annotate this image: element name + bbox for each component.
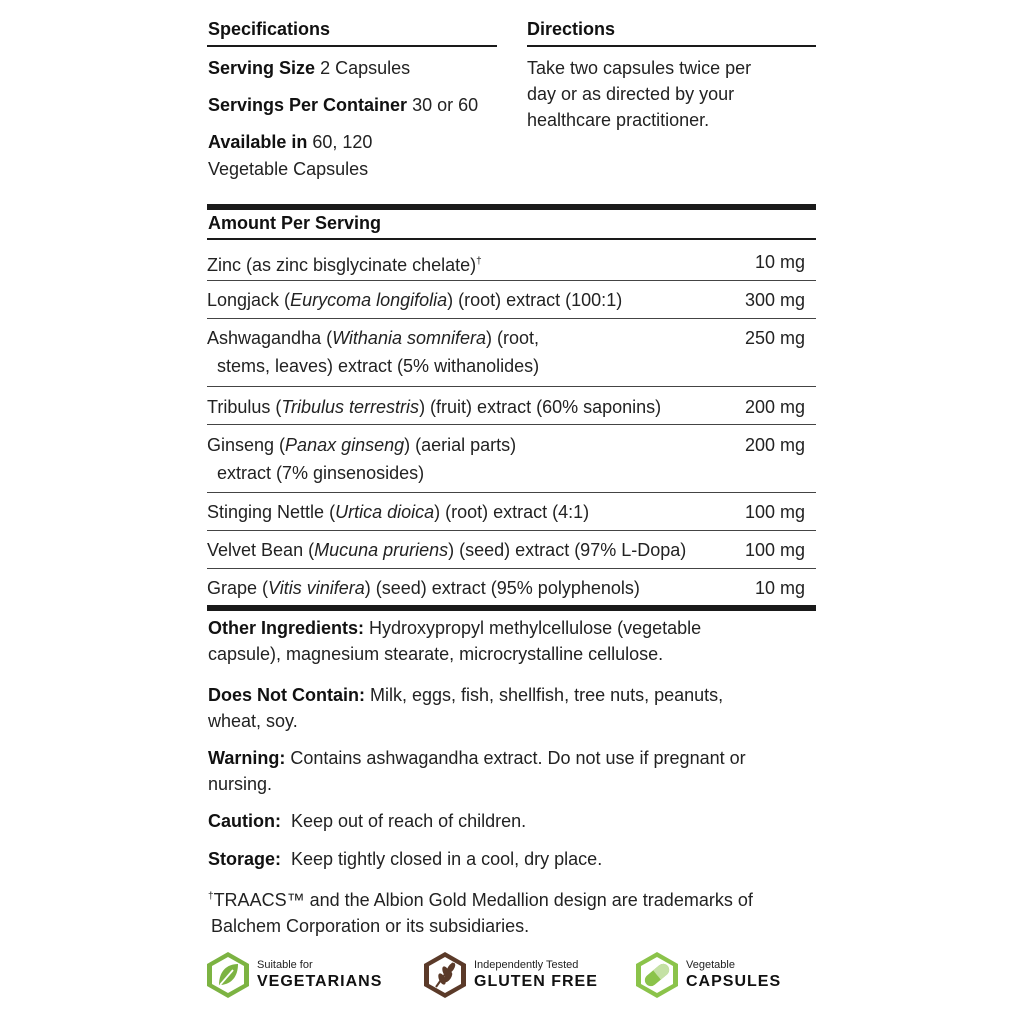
does-not-contain: Does Not Contain: Milk, eggs, fish, shellfish, tree nuts, peanuts, wheat, soy. <box>208 685 724 731</box>
available-label: Available in <box>208 132 308 152</box>
available-in <box>208 129 372 155</box>
table-row <box>207 431 816 487</box>
gluten-free-badge <box>422 951 598 999</box>
table-row <box>207 286 816 314</box>
row-divider <box>207 318 816 319</box>
table-row <box>207 393 816 421</box>
directions-text <box>527 55 751 133</box>
warning: Warning: Contains ashwagandha extract. Do not use if pregnant or nursing. <box>208 748 746 794</box>
row-divider <box>207 386 816 387</box>
serving-size <box>208 55 410 81</box>
ingredient-name-continued: stems, leaves) extract (5% withanolides) <box>217 356 540 376</box>
ingredient-amount: 200 mg <box>744 435 805 455</box>
gluten-free-badge-big: GLUTEN FREE <box>474 973 598 990</box>
table-row <box>207 324 816 380</box>
wheat-hexagon-icon <box>422 951 468 999</box>
ingredient-amount: 300 mg <box>744 290 805 310</box>
directions-heading: Directions <box>527 19 616 39</box>
row-divider <box>207 280 816 281</box>
table-row <box>207 248 816 279</box>
ingredient-name: Ashwagandha (Withania somnifera) (root, <box>207 328 540 348</box>
table-row <box>207 574 816 602</box>
trademark-note: †TRAACS™ and the Albion Gold Medallion design are trademarks of Balchem Corporation or its subsidiaries. <box>208 890 753 936</box>
available-value: 60, 120 <box>312 132 373 152</box>
amount-per-serving-heading: Amount Per Serving <box>208 213 382 233</box>
ingredient-name: Tribulus (Tribulus terrestris) (fruit) extract (60% saponins) <box>207 397 662 417</box>
ingredient-name: Ginseng (Panax ginseng) (aerial parts) <box>207 435 517 455</box>
ingredient-name: Grape (Vitis vinifera) (seed) extract (95% polyphenols) <box>207 578 640 598</box>
directions-line: Take two capsules twice per <box>527 58 752 78</box>
does-not-contain-label: Does Not Contain: <box>208 685 365 705</box>
ingredient-name: Velvet Bean (Mucuna pruriens) (seed) extract (97% L-Dopa) <box>207 540 687 560</box>
directions-rule <box>527 45 816 47</box>
specifications-heading: Specifications <box>208 19 331 39</box>
other-ingredients-label: Other Ingredients: <box>208 618 365 638</box>
row-divider <box>207 424 816 425</box>
storage-label: Storage: <box>208 849 282 869</box>
ingredient-name: Stinging Nettle (Urtica dioica) (root) extract (4:1) <box>207 502 590 522</box>
available-value-2: Vegetable Capsules <box>208 159 369 179</box>
vegetable-capsules-badge <box>634 951 781 999</box>
vegetarian-badge <box>205 951 382 999</box>
ingredient-amount: 200 mg <box>744 397 805 417</box>
warning-label: Warning: <box>208 748 286 768</box>
table-row <box>207 498 816 526</box>
table-bottom-rule <box>207 605 816 611</box>
capsule-hexagon-icon <box>634 951 680 999</box>
ingredient-amount: 10 mg <box>754 252 805 272</box>
ingredient-name-continued: extract (7% ginsenosides) <box>217 463 425 483</box>
directions-line: day or as directed by your <box>527 84 735 104</box>
vegetable-capsules-badge-small: Vegetable <box>686 959 735 971</box>
row-divider <box>207 492 816 493</box>
ingredient-name: Longjack (Eurycoma longifolia) (root) extract (100:1) <box>207 290 623 310</box>
table-top-rule <box>207 204 816 210</box>
servings-label: Servings Per Container <box>208 95 408 115</box>
table-header-rule <box>207 238 816 240</box>
ingredient-amount: 250 mg <box>744 328 805 348</box>
ingredient-amount: 100 mg <box>744 540 805 560</box>
ingredient-amount: 100 mg <box>744 502 805 522</box>
vegetarian-badge-big: VEGETARIANS <box>257 973 383 990</box>
row-divider <box>207 568 816 569</box>
storage: Storage: Keep tightly closed in a cool, dry place. <box>208 849 603 869</box>
table-row <box>207 536 816 564</box>
caution: Caution: Keep out of reach of children. <box>208 811 527 831</box>
servings-value: 30 or 60 <box>412 95 479 115</box>
servings-per-container <box>208 92 478 118</box>
specifications-rule <box>207 45 497 47</box>
other-ingredients: Other Ingredients: Hydroxypropyl methylcellulose (vegetable capsule), magnesium stearate, microcrystalline cellulose. <box>208 618 702 664</box>
ingredient-name: Zinc (as zinc bisglycinate chelate)† <box>207 255 482 275</box>
vegetarian-badge-small: Suitable for <box>257 959 313 971</box>
vegetable-capsules-badge-big: CAPSULES <box>686 973 782 990</box>
serving-size-value: 2 Capsules <box>320 58 411 78</box>
serving-size-label: Serving Size <box>208 58 316 78</box>
caution-label: Caution: <box>208 811 281 831</box>
gluten-free-badge-small: Independently Tested <box>474 959 579 971</box>
ingredient-amount: 10 mg <box>754 578 805 598</box>
row-divider <box>207 530 816 531</box>
leaf-hexagon-icon <box>205 951 251 999</box>
directions-line: healthcare practitioner. <box>527 110 710 130</box>
